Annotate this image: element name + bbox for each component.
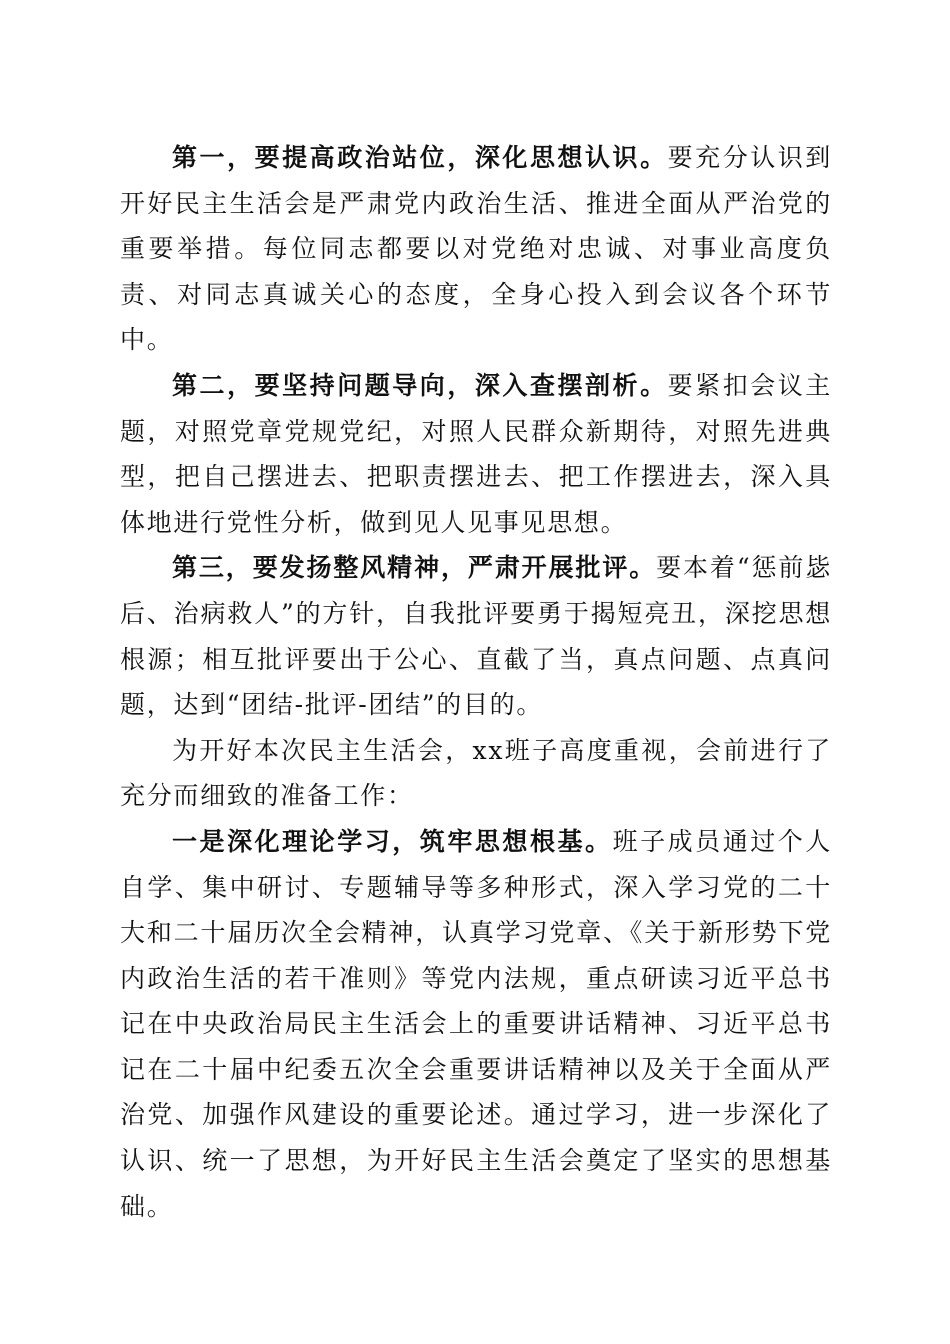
paragraph-lead: 第二，要坚持问题导向，深入查摆剖析。 <box>172 370 668 400</box>
paragraph-text: 要充分认识到开好民主生活会是严肃党内政治生活、推进全面从严治党的重要举措。每位同志都要以对党绝对忠诚、对事业高度负责、对同志真诚关心的态度，全身心投入到会议各个环节中。 <box>120 143 832 355</box>
paragraph-third-requirement <box>120 545 832 727</box>
paragraph-first-requirement <box>120 135 832 363</box>
paragraph-lead: 第一，要提高政治站位，深化思想认识。 <box>172 143 668 172</box>
paragraph-text: 为开好本次民主生活会，xx班子高度重视，会前进行了充分而细致的准备工作： <box>120 735 832 811</box>
paragraph-second-requirement <box>120 363 832 545</box>
paragraph-lead: 一是深化理论学习，筑牢思想根基。 <box>172 826 613 856</box>
paragraph-text: 班子成员通过个人自学、集中研讨、专题辅导等多种形式，深入学习党的二十大和二十届历次全会精神，认真学习党章、《关于新形势下党内政治生活的若干准则》等党内法规，重点研读习近平总书记在中央政治局民主生活会上的重要讲话精神、习近平总书记在二十届中纪委五次全会重要讲话精神以及关于全面从严治党、加强作风建设的重要论述。通过学习，进一步深化了认识、统一了思想，为开好民主生活会奠定了坚实的思想基础。 <box>120 826 833 1221</box>
paragraph-preparation-intro <box>120 728 832 819</box>
paragraph-theory-study <box>120 819 832 1229</box>
paragraph-lead: 第三，要发扬整风精神，严肃开展批评。 <box>172 553 657 583</box>
paragraph-text: 要本着“惩前毖后、治病救人”的方针，自我批评要勇于揭短亮丑，深挖思想根源；相互批评要出于公心、直截了当，真点问题、点真问题，达到“团结-批评-团结”的目的。 <box>120 553 832 720</box>
document-body <box>120 135 832 1229</box>
paragraph-text: 要紧扣会议主题，对照党章党规党纪，对照人民群众新期待，对照先进典型，把自己摆进去、把职责摆进去、把工作摆进去，深入具体地进行党性分析，做到见人见事见思想。 <box>120 370 832 537</box>
